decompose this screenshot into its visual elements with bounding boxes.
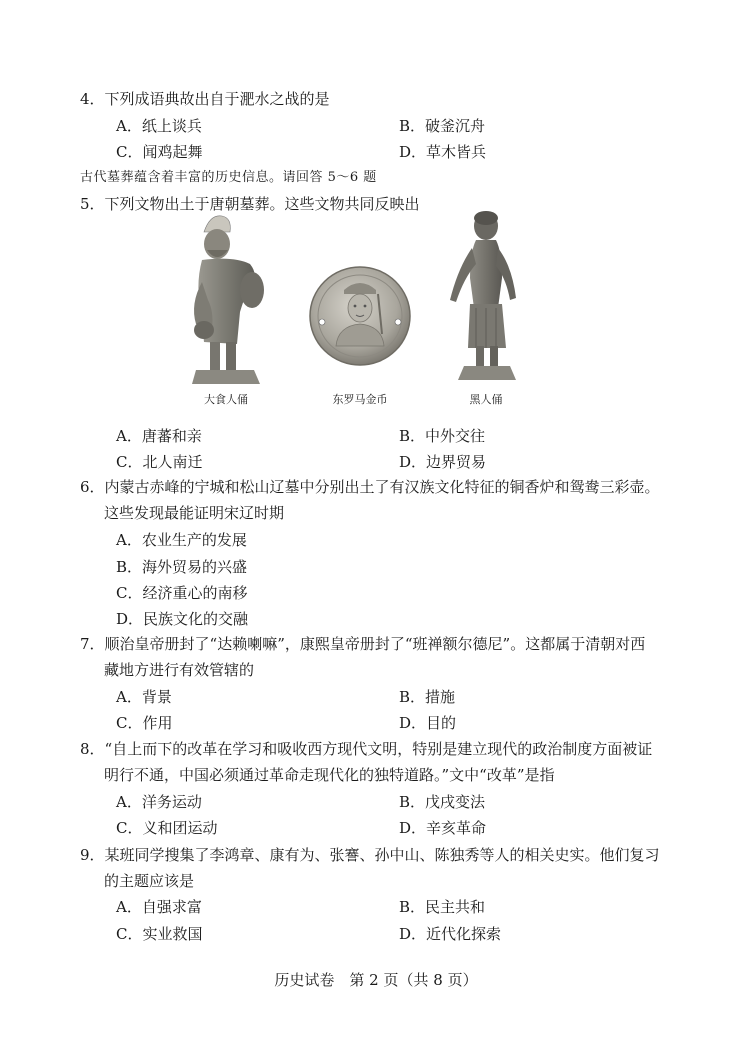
q7-option-b: B．措施 [399, 688, 456, 706]
q6-stem-line1: 6．内蒙古赤峰的宁城和松山辽墓中分别出土了有汉族文化特征的铜香炉和鸳鸯三彩壶。 [80, 478, 660, 496]
q7-option-d: D．目的 [399, 714, 457, 732]
intro-5-6: 古代墓葬蕴含着丰富的历史信息。请回答 5～6 题 [80, 170, 377, 185]
q9-option-c: C．实业救国 [116, 925, 203, 943]
q7-option-a: A．背景 [116, 688, 172, 706]
q6-option-d: D．民族文化的交融 [116, 610, 249, 628]
q7-stem-line2: 藏地方进行有效管辖的 [104, 661, 255, 679]
q8-stem-line1: 8．“自上而下的改革在学习和吸收西方现代文明，特别是建立现代的政治制度方面被证 [80, 740, 653, 758]
q9-option-a: A．自强求富 [116, 898, 202, 916]
q8-option-d: D．辛亥革命 [399, 819, 487, 837]
q9-stem-line1: 9．某班同学搜集了李鸿章、康有为、张謇、孙中山、陈独秀等人的相关史实。他们复习 [80, 846, 660, 864]
q7-stem-line1: 7．顺治皇帝册封了“达赖喇嘛”，康熙皇帝册封了“班禅额尔德尼”。这都属于清朝对西 [80, 635, 646, 653]
q6-option-b: B．海外贸易的兴盛 [116, 558, 248, 576]
q4-option-a: A．纸上谈兵 [116, 117, 202, 135]
q8-option-c: C．义和团运动 [116, 819, 218, 837]
q6-option-a: A．农业生产的发展 [116, 531, 247, 549]
q9-option-d: D．近代化探索 [399, 925, 502, 943]
q5-option-c: C．北人南迁 [116, 453, 203, 471]
q5-option-a: A．唐蕃和亲 [116, 427, 202, 445]
arab-figurine-caption: 大食人俑 [204, 393, 248, 406]
q9-option-b: B．民主共和 [399, 898, 486, 916]
q8-option-b: B．戊戌变法 [399, 793, 486, 811]
q6-option-c: C．经济重心的南移 [116, 584, 248, 602]
q5-option-d: D．边界贸易 [399, 453, 487, 471]
q4-option-c: C．闻鸡起舞 [116, 143, 203, 161]
page-footer: 历史试卷 第 2 页（共 8 页） [274, 971, 478, 989]
q5-option-b: B．中外交往 [399, 427, 486, 445]
african-figurine-image [440, 208, 532, 388]
african-figurine-caption: 黑人俑 [469, 393, 503, 406]
q4-stem: 4．下列成语典故出自于淝水之战的是 [80, 90, 330, 108]
q8-option-a: A．洋务运动 [116, 793, 202, 811]
q4-option-b: B．破釜沉舟 [399, 117, 486, 135]
q6-stem-line2: 这些发现最能证明宋辽时期 [104, 504, 285, 522]
arab-figurine-image [182, 212, 272, 388]
q4-option-d: D．草木皆兵 [399, 143, 487, 161]
q9-stem-line2: 的主题应该是 [104, 872, 195, 890]
q5-stem: 5．下列文物出土于唐朝墓葬。这些文物共同反映出 [80, 195, 420, 213]
byzantine-coin-caption: 东罗马金币 [332, 393, 388, 406]
q8-stem-line2: 明行不通，中国必须通过革命走现代化的独特道路。”文中“改革”是指 [104, 766, 555, 784]
byzantine-coin-image [308, 264, 412, 368]
q7-option-c: C．作用 [116, 714, 173, 732]
